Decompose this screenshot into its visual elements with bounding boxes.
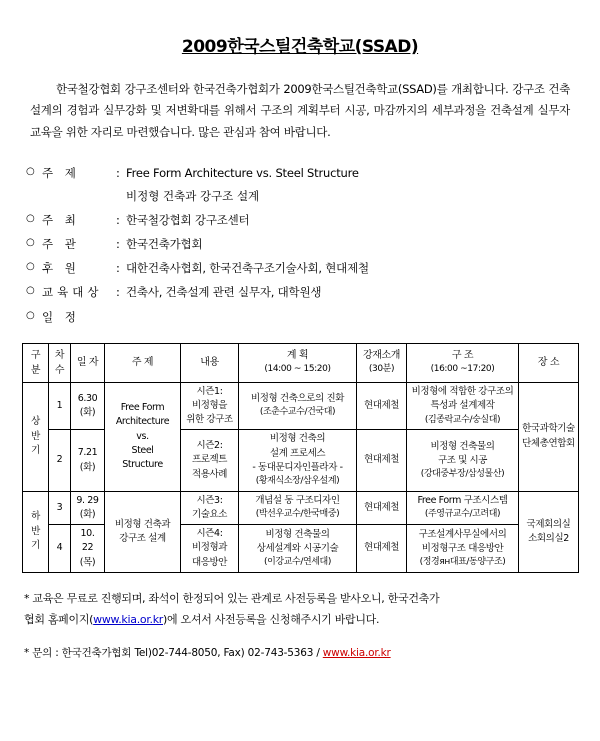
cell-count: 2	[49, 430, 71, 491]
info-value: 한국건축가협회	[126, 237, 203, 252]
cell-place: 국제회의실 소회의실2	[519, 491, 579, 572]
page-title: 2009한국스틸건축학교(SSAD)	[181, 37, 419, 57]
info-item-host	[26, 208, 578, 232]
cell-plan-title: 비정형 건축물의 상세설계와 시공기술	[256, 528, 339, 554]
cell-structure-speaker: (강대중부장/삼성물산)	[420, 469, 505, 480]
cell-plan-title: 비정형 건축의 설계 프로세스 - 동대문디자인플라자 -	[252, 433, 343, 473]
cell-plan-speaker: (조춘수교수/건국대)	[259, 407, 336, 418]
footnote-registration	[24, 589, 576, 631]
col-sponsor	[357, 343, 407, 382]
cell-date: 10. 22 (목)	[71, 525, 105, 573]
col-plan-time: (14:00 ~ 15:20)	[264, 364, 331, 375]
cell-division: 하 반 기	[23, 491, 49, 572]
cell-structure	[407, 430, 519, 491]
col-structure-title: 구 조	[451, 350, 474, 362]
col-count: 차 수	[49, 343, 71, 382]
cell-plan	[239, 491, 357, 525]
footnote-text-3: )에 오셔서 사전등록을 신청해주시기 바랍니다.	[163, 612, 380, 626]
circle-bullet-icon: ○	[26, 212, 35, 224]
col-content: 내용	[181, 343, 239, 382]
cell-division: 상 반 기	[23, 382, 49, 491]
cell-plan-speaker: (이강교수/연세대)	[264, 557, 331, 568]
cell-structure-title: 비정형 건축물의 구조 및 시공	[430, 440, 495, 466]
info-label: 주 제	[42, 165, 80, 180]
info-item-organizer	[26, 232, 578, 256]
col-topic: 주 제	[105, 343, 181, 382]
footnote-star: *	[24, 646, 30, 659]
footnote-text-2: 협회 홈페이지(	[24, 612, 94, 626]
cell-date: 6.30 (화)	[71, 382, 105, 430]
info-colon: :	[116, 285, 120, 300]
cell-structure	[407, 491, 519, 525]
info-colon: :	[116, 212, 120, 227]
cell-sponsor: 현대제철	[357, 525, 407, 573]
info-subvalue-subject: 비정형 건축과 강구조 설계	[126, 188, 260, 203]
kia-website-link-contact[interactable]: www.kia.or.kr	[322, 646, 391, 659]
intro-text: 한국철강협회 강구조센터와 한국건축가협회가 2009한국스틸건축학교(SSAD)를 개최합니다. 강구조 건축설계의 경험과 실무강화 및 저변확대를 위해서 구조의 계획부터 시공, 마감까지의 세부과정을 건축설계 실무자 교육을 위한 자리로 마련했습니다. 많은 관심과 참여 바랍니다.	[30, 82, 570, 139]
circle-bullet-icon: ○	[26, 285, 35, 297]
cell-count: 4	[49, 525, 71, 573]
cell-date: 7.21 (화)	[71, 430, 105, 491]
cell-date: 9. 29 (화)	[71, 491, 105, 525]
info-value: 건축사, 건축설계 관련 실무자, 대학원생	[126, 285, 322, 300]
col-plan-title: 계 획	[286, 350, 309, 362]
circle-bullet-icon: ○	[26, 165, 35, 177]
cell-structure-speaker: (정경ян대표/동양구조)	[419, 557, 506, 568]
cell-topic: 비정형 건축과 강구조 설계	[105, 491, 181, 572]
info-label: 일 정	[42, 309, 80, 324]
info-colon: :	[116, 237, 120, 252]
info-label: 교육대상	[42, 285, 103, 300]
cell-plan	[239, 382, 357, 430]
cell-structure-title: 구조설계사무실에서의 비정형구조 대응방안	[418, 528, 507, 554]
col-division: 구 분	[23, 343, 49, 382]
cell-plan	[239, 430, 357, 491]
circle-bullet-icon: ○	[26, 309, 35, 321]
cell-place: 한국과학기술 단체총연합회	[519, 382, 579, 491]
cell-topic: Free Form Architecture vs. Steel Structure	[105, 382, 181, 491]
info-label: 주 관	[42, 237, 80, 252]
col-date: 일 자	[71, 343, 105, 382]
cell-structure	[407, 525, 519, 573]
circle-bullet-icon: ○	[26, 237, 35, 249]
cell-structure-speaker: (주영규교수/고려대)	[424, 509, 501, 520]
info-label: 주 최	[42, 212, 80, 227]
col-structure-time: (16:00 ~17:20)	[430, 364, 495, 375]
info-label: 후 원	[42, 261, 80, 276]
table-row	[23, 491, 579, 525]
cell-count: 3	[49, 491, 71, 525]
intro-paragraph	[30, 79, 570, 143]
info-colon: :	[116, 261, 120, 276]
cell-plan-speaker: (박선우교수/한국매중)	[255, 509, 340, 520]
cell-plan-title: 비정형 건축으로의 진화	[250, 393, 344, 405]
cell-structure-title: 비정형에 적합한 강구조의 특성과 설계제작	[411, 386, 514, 412]
footnote-contact	[24, 645, 576, 660]
footnote-star: *	[24, 591, 30, 605]
cell-structure-speaker: (김종락교수/숭실대)	[424, 414, 501, 425]
info-item-subject	[26, 161, 578, 185]
cell-count: 1	[49, 382, 71, 430]
cell-plan-title: 개념설 동 구조디자인	[255, 495, 340, 507]
info-item-audience	[26, 280, 578, 304]
cell-content: 시즌3: 기술요소	[181, 491, 239, 525]
info-value: Free Form Architecture vs. Steel Structure	[126, 165, 359, 180]
cell-sponsor: 현대제철	[357, 491, 407, 525]
cell-structure	[407, 382, 519, 430]
info-colon: :	[116, 165, 120, 180]
cell-content: 시즌2: 프로젝트 적용사례	[181, 430, 239, 491]
col-sponsor-title: 강재소개	[362, 350, 401, 362]
kia-website-link[interactable]: www.kia.or.kr	[93, 612, 164, 626]
col-plan	[239, 343, 357, 382]
cell-sponsor: 현대제철	[357, 382, 407, 430]
col-structure	[407, 343, 519, 382]
col-place: 장 소	[519, 343, 579, 382]
cell-structure-title: Free Form 구조시스템	[417, 495, 508, 507]
schedule-table	[22, 343, 579, 573]
col-sponsor-time: (30분)	[368, 364, 395, 375]
info-list	[26, 161, 578, 329]
info-value: 대한건축사협회, 한국건축구조기술사회, 현대제철	[126, 261, 369, 276]
cell-plan	[239, 525, 357, 573]
contact-text: 문의 : 한국건축가협회 Tel)02-744-8050, Fax) 02-743-5363 /	[32, 646, 320, 659]
info-value: 한국철강협회 강구조센터	[126, 212, 250, 227]
circle-bullet-icon: ○	[26, 261, 35, 273]
info-item-schedule	[26, 305, 578, 329]
footnote-text-1: 교육은 무료로 진행되며, 좌석이 한정되어 있는 관계로 사전등록을 받사오니, 한국건축가	[32, 591, 440, 605]
cell-content: 시즌1: 비정형을 위한 강구조	[181, 382, 239, 430]
cell-content: 시즌4: 비정형과 대응방안	[181, 525, 239, 573]
cell-plan-speaker: (황재식소장/삼우설계)	[255, 476, 340, 487]
table-header-row	[23, 343, 579, 382]
cell-sponsor: 현대제철	[357, 430, 407, 491]
info-item-sponsor	[26, 256, 578, 280]
table-row	[23, 382, 579, 430]
